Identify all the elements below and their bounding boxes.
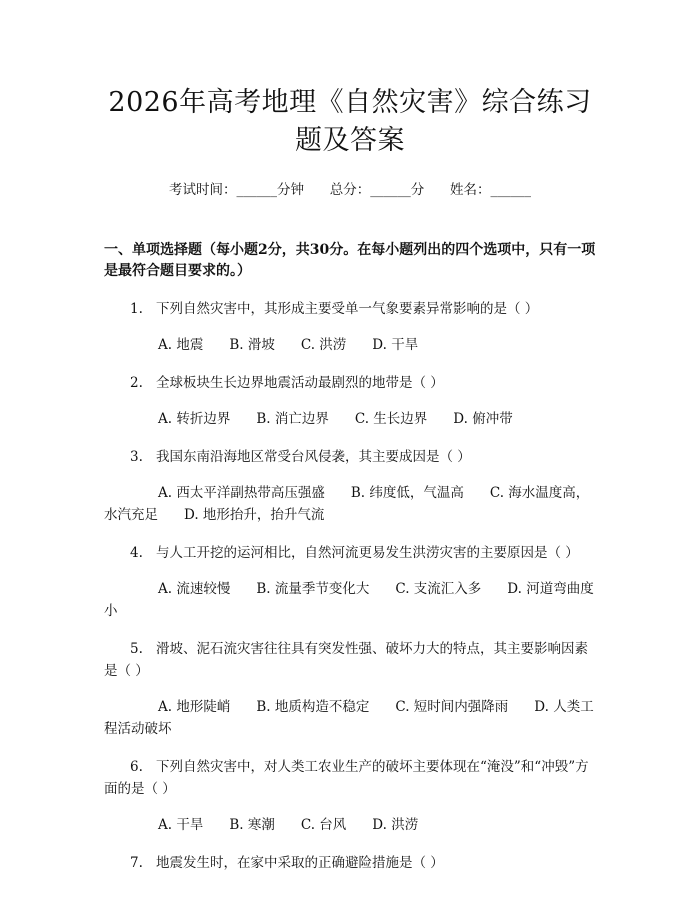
score-blank: ______分 — [370, 182, 425, 198]
exam-info-line — [104, 180, 596, 200]
answer-option: D. 俯冲带 — [453, 411, 513, 427]
question-number: 6. — [130, 759, 143, 775]
question-text: 全球板块生长边界地震活动最剧烈的地带是（ ） — [156, 375, 444, 391]
section-heading: 一、单项选择题（每小题2分，共30分。在每小题列出的四个选项中，只有一项是最符合题目要求的。） — [104, 242, 596, 279]
question-text: 与人工开挖的运河相比，自然河流更易发生洪涝灾害的主要原因是（ ） — [156, 545, 579, 561]
option-row — [104, 696, 596, 740]
question-stem — [104, 852, 596, 874]
question-stem — [104, 542, 596, 564]
answer-option: A. 干旱 — [158, 817, 204, 833]
option-row — [104, 482, 596, 526]
answer-option: A. 地震 — [158, 337, 204, 353]
answer-option: D. 干旱 — [372, 337, 419, 353]
question-stem — [104, 446, 596, 468]
question-number: 2. — [130, 375, 143, 391]
name-label: 姓名： — [450, 182, 491, 198]
answer-option: C. 短时间内强降雨 — [395, 699, 509, 715]
answer-option: D. 河道弯曲度小 — [104, 581, 594, 619]
answer-option: D. 洪涝 — [372, 817, 419, 833]
question-text: 下列自然灾害中，对人类工农业生产的破坏主要体现在“淹没”和“冲毁”方面的是（ ） — [104, 759, 589, 797]
score-label: 总分： — [329, 182, 371, 198]
question-stem — [104, 372, 596, 394]
answer-option: B. 寒潮 — [229, 817, 275, 833]
question-number: 5. — [130, 641, 143, 657]
question-text: 下列自然灾害中，其形成主要受单一气象要素异常影响的是（ ） — [156, 301, 539, 317]
answer-option: D. 人类工程活动破坏 — [104, 699, 594, 737]
answer-option: B. 滑坡 — [229, 337, 275, 353]
time-blank: ______分钟 — [236, 182, 304, 198]
option-row — [104, 814, 596, 836]
answer-option: B. 纬度低，气温高 — [350, 485, 464, 501]
answer-option: D. 地形抬升，抬升气流 — [184, 507, 325, 523]
answer-option: C. 台风 — [300, 817, 347, 833]
question-list — [104, 298, 596, 874]
question-number: 4. — [130, 545, 143, 561]
question-stem — [104, 298, 596, 320]
option-row — [104, 408, 596, 430]
name-blank: ______ — [490, 182, 531, 198]
question-stem — [104, 638, 596, 682]
question-number: 1. — [130, 301, 143, 317]
answer-option: B. 消亡边界 — [256, 411, 329, 427]
answer-option: B. 地质构造不稳定 — [256, 699, 370, 715]
question-text: 地震发生时，在家中采取的正确避险措施是（ ） — [156, 855, 444, 871]
question-stem — [104, 756, 596, 800]
answer-option: A. 转折边界 — [158, 411, 231, 427]
page-title: 2026年高考地理《自然灾害》综合练习题及答案 — [108, 87, 592, 156]
answer-option: A. 西太平洋副热带高压强盛 — [158, 485, 325, 501]
question-number: 3. — [130, 449, 143, 465]
question-text: 滑坡、泥石流灾害往往具有突发性强、破坏力大的特点，其主要影响因素是（ ） — [104, 641, 588, 679]
question-number: 7. — [130, 855, 143, 871]
question-text: 我国东南沿海地区常受台风侵袭，其主要成因是（ ） — [156, 449, 471, 465]
answer-option: C. 生长边界 — [354, 411, 428, 427]
time-label: 考试时间： — [169, 182, 237, 198]
answer-option: B. 流量季节变化大 — [256, 581, 370, 597]
answer-option: C. 海水温度高，水汽充足 — [104, 485, 590, 523]
option-row — [104, 334, 596, 356]
option-row — [104, 578, 596, 622]
answer-option: A. 地形陡峭 — [158, 699, 231, 715]
answer-option: C. 洪涝 — [300, 337, 347, 353]
answer-option: C. 支流汇入多 — [395, 581, 482, 597]
answer-option: A. 流速较慢 — [158, 581, 231, 597]
